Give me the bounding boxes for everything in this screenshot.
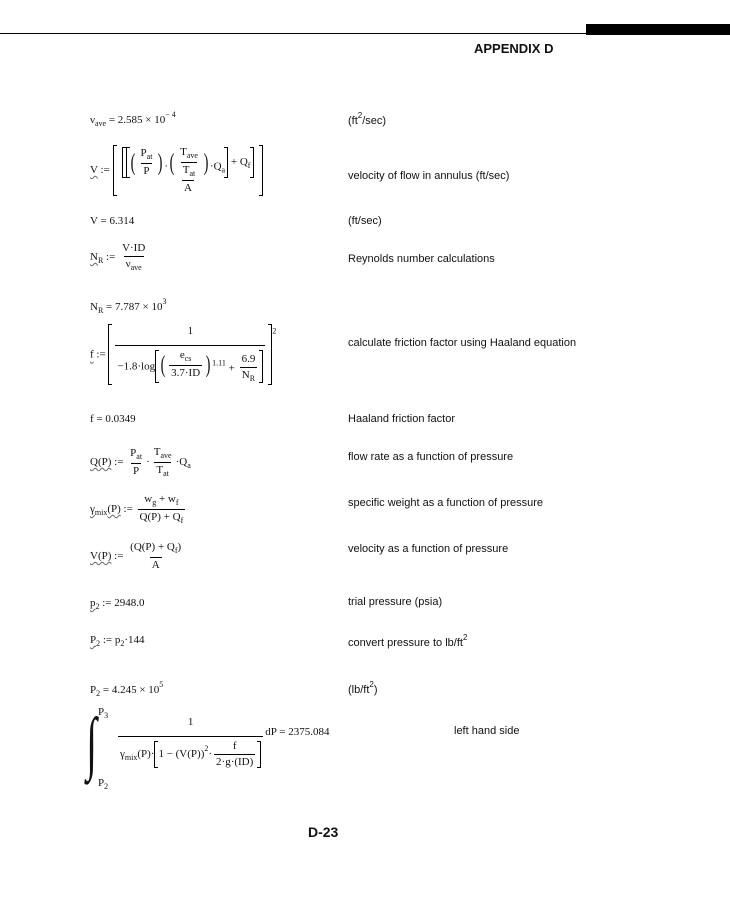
pressure-value: $P_2 = 4.245 \times 10^5$ xyxy=(90,680,164,698)
pressure-conversion: $P_2$ := $p_2\cdot 144$ xyxy=(90,634,145,648)
page-number: D-23 xyxy=(308,824,339,840)
velocity-value: V = 6.314 xyxy=(90,215,135,227)
specific-weight-note: specific weight as a function of pressure xyxy=(348,497,544,509)
header-bar xyxy=(586,24,730,35)
left-hand-side-note: left hand side xyxy=(454,725,520,737)
friction-factor-value-note: Haaland friction factor xyxy=(348,413,455,425)
integral-upper-limit: $P_3$ xyxy=(98,706,109,720)
friction-factor-definition: f := 1 −1.8·log ( $\frac{e_{cs}}{3.7\cdot ID}$ ) $^{1.11}$ + $\frac{6.9}{N_R}$ $^2$ xyxy=(90,325,277,384)
reynolds-note: Reynolds number calculations xyxy=(348,253,495,265)
flow-rate-function: Q(P) := $\frac{P_{at}}{P}$ · $\frac{T_{ave}}{T_{at}}$ $\cdot Q_a$ xyxy=(90,446,191,478)
nu-ave-equation: $\nu_{ave} = 2.585 \times 10^{- 4}$ xyxy=(90,110,176,128)
integral-lower-limit: $P_2$ xyxy=(98,777,109,791)
trial-pressure-note: trial pressure (psia) xyxy=(348,596,443,608)
velocity-function: V(P) := $\frac{(Q(P) + Q_f)}{A}$ xyxy=(90,541,182,571)
friction-factor-value: f = 0.0349 xyxy=(90,413,136,425)
trial-pressure: $p_2$ := 2948.0 xyxy=(90,597,145,611)
appendix-heading: APPENDIX D xyxy=(474,41,554,56)
reynolds-definition: $N_R$ := $\frac{V\cdot ID}{\nu_{ave}}$ xyxy=(90,242,146,272)
pressure-conversion-note: convert pressure to $lb/ft^2$ xyxy=(348,633,468,649)
header-rule xyxy=(0,33,590,34)
reynolds-value: $N_R = 7.787 \times 10^3$ xyxy=(90,297,167,315)
pressure-value-note: $(lb/ft^2)$ xyxy=(348,680,378,696)
velocity-definition: V := ( $\frac{P_{at}}{P}$ ) · ( $\frac{T_{ave}}{T_{at}}$ ) $\cdot Q_a + Q_f$ A xyxy=(90,145,263,196)
flow-rate-note: flow rate as a function of pressure xyxy=(348,451,514,463)
integral-sign: ∫ xyxy=(86,705,97,782)
friction-factor-note: calculate friction factor using Haaland equation xyxy=(348,337,577,349)
velocity-units-note: (ft/sec) xyxy=(348,215,382,227)
velocity-note: velocity of flow in annulus (ft/sec) xyxy=(348,170,510,182)
velocity-function-note: velocity as a function of pressure xyxy=(348,543,509,555)
specific-weight-function: $\gamma_{mix}(P)$ := $\frac{w_g + w_f}{Q(P) + Q_f}$ xyxy=(90,493,184,525)
nu-units-note: $(ft^2/\sec)$ xyxy=(348,111,387,127)
